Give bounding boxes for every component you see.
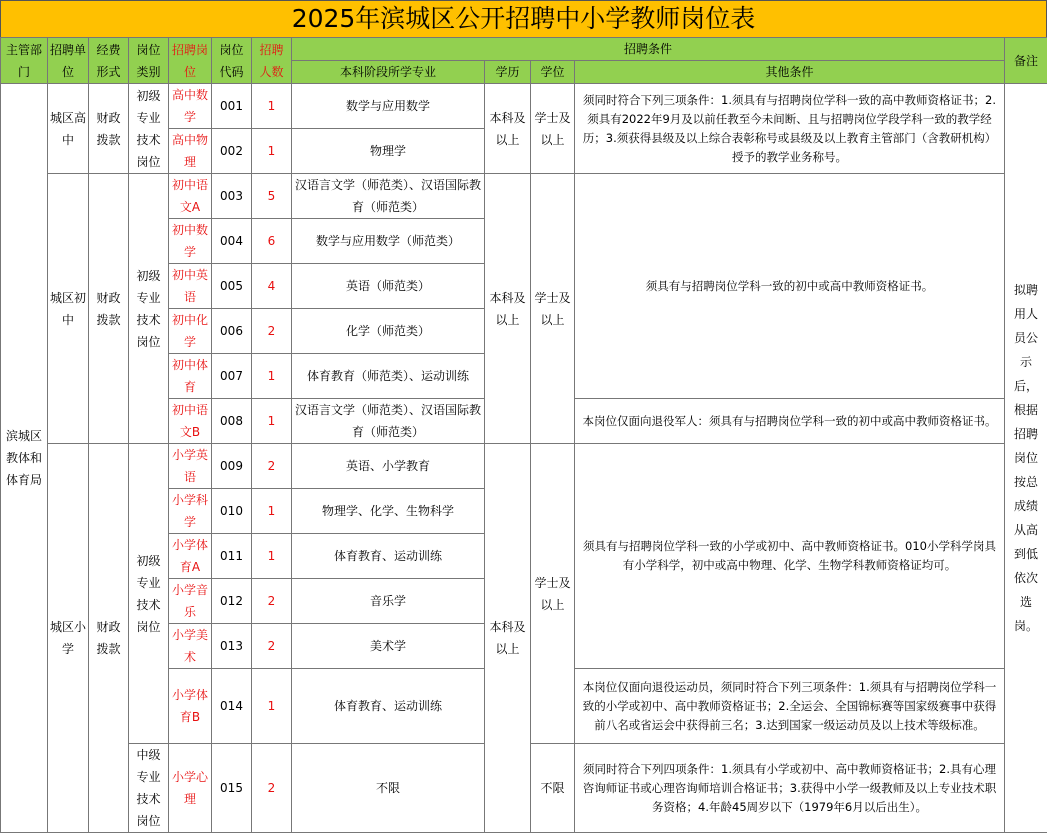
code-cell: 004 — [212, 219, 252, 264]
header-count: 招聘人数 — [252, 38, 292, 84]
category-cell: 初级专业技术岗位 — [129, 174, 169, 444]
count-cell: 5 — [252, 174, 292, 219]
header-position: 招聘岗位 — [169, 38, 212, 84]
position-cell: 初中化学 — [169, 309, 212, 354]
header-row — [1, 38, 1047, 61]
major-cell: 体育教育、运动训练 — [292, 534, 485, 579]
count-cell: 1 — [252, 534, 292, 579]
header-conditions: 招聘条件 — [292, 38, 1005, 61]
category-cell-middle: 中级专业技术岗位 — [129, 744, 169, 833]
major-cell: 数学与应用数学 — [292, 84, 485, 129]
table-row — [1, 174, 1047, 219]
header-dept: 主管部门 — [1, 38, 48, 84]
code-cell: 007 — [212, 354, 252, 399]
table-row — [1, 84, 1047, 129]
position-cell: 小学心理 — [169, 744, 212, 833]
position-cell: 小学科学 — [169, 489, 212, 534]
unit-cell-high: 城区高中 — [48, 84, 89, 174]
count-cell: 2 — [252, 624, 292, 669]
header-funding: 经费形式 — [89, 38, 129, 84]
count-cell: 1 — [252, 399, 292, 444]
code-cell: 002 — [212, 129, 252, 174]
major-cell: 美术学 — [292, 624, 485, 669]
count-cell: 2 — [252, 309, 292, 354]
count-cell: 1 — [252, 669, 292, 744]
position-cell: 高中数学 — [169, 84, 212, 129]
recruitment-table — [0, 37, 1047, 833]
major-cell: 不限 — [292, 744, 485, 833]
code-cell: 006 — [212, 309, 252, 354]
other-conditions-primary-b: 本岗位仅面向退役运动员，须同时符合下列三项条件：1.须具有与招聘岗位学科一致的小学或初中、高中教师资格证书；2.全运会、全国锦标赛等国家级赛事中获得前八名或省运会中获得前三名；3.达到国家一级运动员及以上技术等级标准。 — [575, 669, 1005, 744]
major-cell: 英语（师范类） — [292, 264, 485, 309]
unit-cell-junior: 城区初中 — [48, 174, 89, 444]
funding-cell: 财政拨款 — [89, 444, 129, 833]
header-education: 学历 — [485, 61, 531, 84]
count-cell: 2 — [252, 579, 292, 624]
major-cell: 音乐学 — [292, 579, 485, 624]
category-cell: 初级专业技术岗位 — [129, 84, 169, 174]
header-category: 岗位类别 — [129, 38, 169, 84]
code-cell: 015 — [212, 744, 252, 833]
table-row — [1, 444, 1047, 489]
major-cell: 体育教育、运动训练 — [292, 669, 485, 744]
degree-cell: 不限 — [531, 744, 575, 833]
unit-cell-primary: 城区小学 — [48, 444, 89, 833]
count-cell: 2 — [252, 744, 292, 833]
dept-cell: 滨城区教体和体育局 — [1, 84, 48, 833]
header-other: 其他条件 — [575, 61, 1005, 84]
count-cell: 1 — [252, 489, 292, 534]
code-cell: 010 — [212, 489, 252, 534]
code-cell: 003 — [212, 174, 252, 219]
position-cell: 小学英语 — [169, 444, 212, 489]
code-cell: 005 — [212, 264, 252, 309]
other-conditions-primary: 须具有与招聘岗位学科一致的小学或初中、高中教师资格证书。010小学科学岗具有小学科学，初中或高中物理、化学、生物学科教师资格证均可。 — [575, 444, 1005, 669]
page-title: 2025年滨城区公开招聘中小学教师岗位表 — [0, 0, 1047, 38]
major-cell: 汉语言文学（师范类）、汉语国际教育（师范类） — [292, 399, 485, 444]
position-cell: 小学体育B — [169, 669, 212, 744]
degree-cell: 学士及以上 — [531, 84, 575, 174]
funding-cell: 财政拨款 — [89, 174, 129, 444]
count-cell: 6 — [252, 219, 292, 264]
count-cell: 1 — [252, 84, 292, 129]
major-cell: 物理学 — [292, 129, 485, 174]
category-cell: 初级专业技术岗位 — [129, 444, 169, 744]
position-cell: 小学体育A — [169, 534, 212, 579]
count-cell: 1 — [252, 129, 292, 174]
position-cell: 初中数学 — [169, 219, 212, 264]
position-cell: 小学美术 — [169, 624, 212, 669]
other-conditions-junior-b: 本岗位仅面向退役军人：须具有与招聘岗位学科一致的初中或高中教师资格证书。 — [575, 399, 1005, 444]
major-cell: 体育教育（师范类）、运动训练 — [292, 354, 485, 399]
code-cell: 012 — [212, 579, 252, 624]
header-remark: 备注 — [1005, 38, 1047, 84]
position-cell: 初中体育 — [169, 354, 212, 399]
code-cell: 011 — [212, 534, 252, 579]
code-cell: 014 — [212, 669, 252, 744]
position-cell: 高中物理 — [169, 129, 212, 174]
position-cell: 小学音乐 — [169, 579, 212, 624]
count-cell: 1 — [252, 354, 292, 399]
funding-cell: 财政拨款 — [89, 84, 129, 174]
code-cell: 001 — [212, 84, 252, 129]
education-cell: 本科及以上 — [485, 84, 531, 174]
position-cell: 初中语文B — [169, 399, 212, 444]
remark-cell: 拟聘用人员公示后，根据招聘岗位按总成绩从高到低依次选岗。 — [1005, 84, 1047, 833]
header-code: 岗位代码 — [212, 38, 252, 84]
major-cell: 英语、小学教育 — [292, 444, 485, 489]
major-cell: 汉语言文学（师范类）、汉语国际教育（师范类） — [292, 174, 485, 219]
code-cell: 009 — [212, 444, 252, 489]
other-conditions-junior: 须具有与招聘岗位学科一致的初中或高中教师资格证书。 — [575, 174, 1005, 399]
header-unit: 招聘单位 — [48, 38, 89, 84]
major-cell: 数学与应用数学（师范类） — [292, 219, 485, 264]
header-major: 本科阶段所学专业 — [292, 61, 485, 84]
major-cell: 化学（师范类） — [292, 309, 485, 354]
count-cell: 2 — [252, 444, 292, 489]
position-cell: 初中英语 — [169, 264, 212, 309]
other-conditions-high: 须同时符合下列三项条件：1.须具有与招聘岗位学科一致的高中教师资格证书；2.须具有2022年9月及以前任教至今未间断、且与招聘岗位学段学科一致的教学经历；3.须获得县级及以上综合表彰称号或县级及以上教育主管部门（含教研机构）授予的教学业务称号。 — [575, 84, 1005, 174]
major-cell: 物理学、化学、生物科学 — [292, 489, 485, 534]
education-cell: 本科及以上 — [485, 444, 531, 833]
header-degree: 学位 — [531, 61, 575, 84]
code-cell: 013 — [212, 624, 252, 669]
other-conditions-psych: 须同时符合下列四项条件：1.须具有小学或初中、高中教师资格证书；2.具有心理咨询师证书或心理咨询师培训合格证书；3.获得中小学一级教师及以上专业技术职务资格；4.年龄45周岁以下（1979年6月以后出生）。 — [575, 744, 1005, 833]
degree-cell: 学士及以上 — [531, 174, 575, 444]
count-cell: 4 — [252, 264, 292, 309]
degree-cell: 学士及以上 — [531, 444, 575, 744]
position-cell: 初中语文A — [169, 174, 212, 219]
code-cell: 008 — [212, 399, 252, 444]
education-cell: 本科及以上 — [485, 174, 531, 444]
